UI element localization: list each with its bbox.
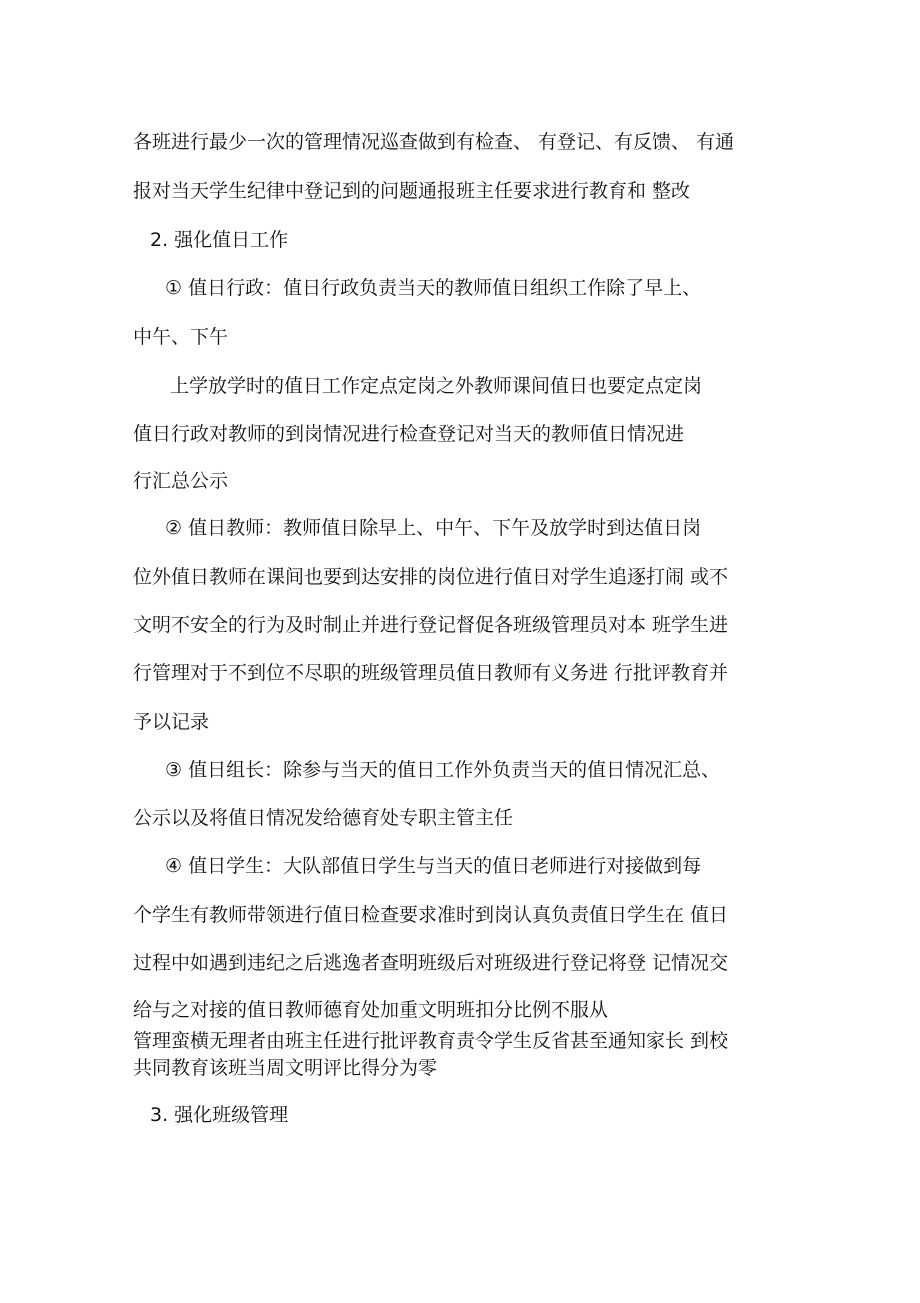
paragraph-line: 行汇总公示 [133,470,229,492]
section-heading: 3. 强化班级管理 [150,1104,289,1126]
paragraph-line: 公示以及将值日情况发给德育处专职主管主任 [133,807,514,829]
paragraph-line: 过程中如遇到违纪之后逃逸者查明班级后对班级进行登记将登 记情况交 [133,952,729,974]
paragraph-line: ④ 值日学生：大队部值日学生与当天的值日老师进行对接做到每 [165,855,702,877]
paragraph-line: 共同教育该班当周文明评比得分为零 [133,1057,438,1079]
paragraph-line: 个学生有教师带领进行值日检查要求准时到岗认真负责值日学生在 值日 [133,904,729,926]
paragraph-line: 予以记录 [133,711,210,733]
paragraph-line: 中午、下午 [133,326,229,348]
paragraph-line: 报对当天学生纪律中登记到的问题通报班主任要求进行教育和 整改 [133,180,691,202]
paragraph-line: ② 值日教师：教师值日除早上、中午、下午及放学时到达值日岗 [165,517,702,539]
paragraph-line: ③ 值日组长：除参与当天的值日工作外负责当天的值日情况汇总、 [165,759,721,781]
paragraph-line: ① 值日行政：值日行政负责当天的教师值日组织工作除了早上、 [165,277,702,299]
paragraph-line: 各班进行最少一次的管理情况巡查做到有检查、 有登记、有反馈、 有通 [133,131,735,153]
paragraph-line: 管理蛮横无理者由班主任进行批评教育责令学生反省甚至通知家长 到校 [133,1030,729,1052]
section-heading: 2. 强化值日工作 [150,229,289,251]
paragraph-line: 位外值日教师在课间也要到达安排的岗位进行值日对学生追逐打闹 或不 [133,566,729,588]
paragraph-line: 文明不安全的行为及时制止并进行登记督促各班级管理员对本 班学生进 [133,614,729,636]
paragraph-line: 行管理对于不到位不尽职的班级管理员值日教师有义务进 行批评教育并 [133,662,729,684]
paragraph-line: 给与之对接的值日教师德育处加重文明班扣分比例不服从 [133,999,609,1021]
paragraph-line: 值日行政对教师的到岗情况进行检查登记对当天的教师值日情况进 [133,423,685,445]
paragraph-line: 上学放学时的值日工作定点定岗之外教师课间值日也要定点定岗 [170,375,703,397]
